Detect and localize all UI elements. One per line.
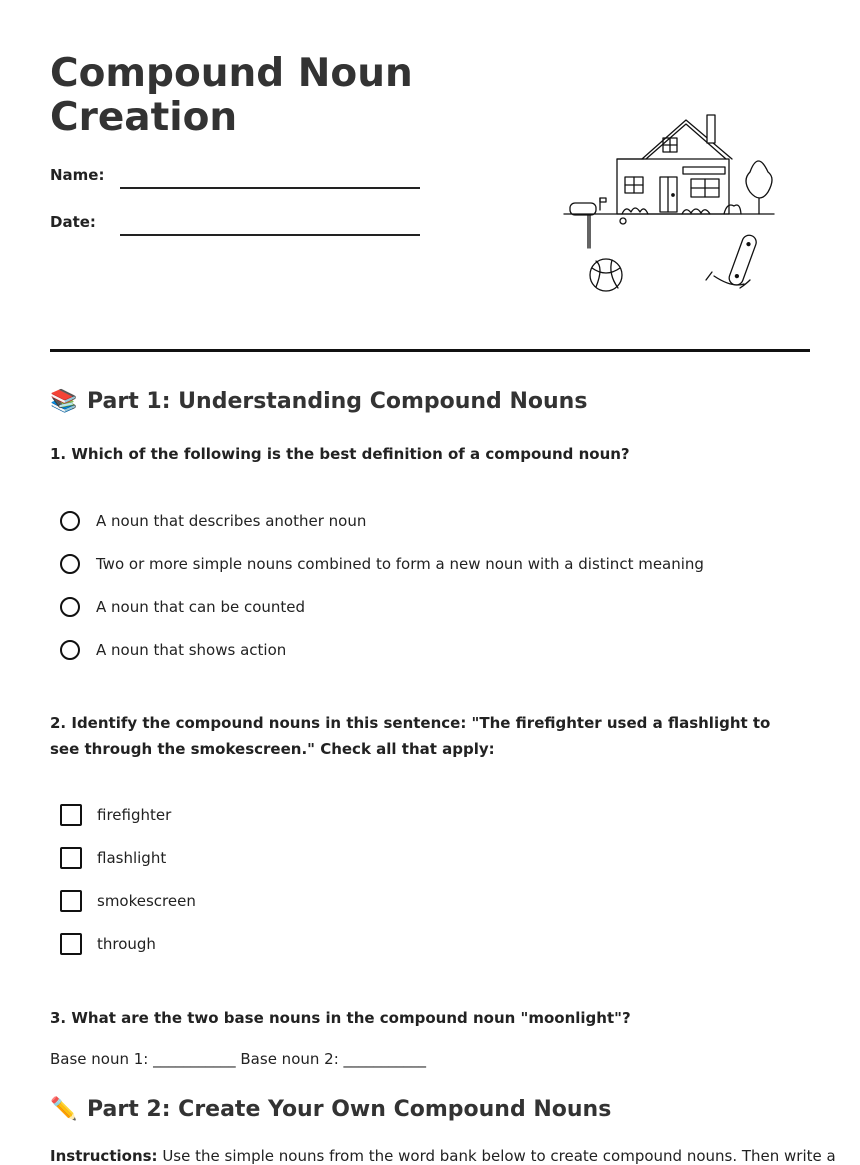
option-label: A noun that shows action (96, 641, 287, 659)
base-noun-answer-line[interactable]: Base noun 1: ___________ Base noun 2: ___________ (50, 1050, 427, 1068)
option-label: smokescreen (97, 892, 196, 910)
checkbox[interactable] (60, 847, 82, 869)
title-line-2: Creation (50, 95, 238, 140)
date-line[interactable] (120, 234, 420, 236)
instructions-text: Use the simple nouns from the word bank below to create compound nouns. Then write a (157, 1147, 836, 1165)
q1-option-2[interactable] (60, 554, 704, 574)
house-illustration (562, 112, 782, 298)
date-label: Date: (50, 213, 96, 231)
mailbox-icon (570, 203, 596, 215)
header-divider (50, 349, 810, 352)
name-label: Name: (50, 166, 105, 184)
question-1: 1. Which of the following is the best definition of a compound noun? (50, 445, 630, 463)
option-label: A noun that describes another noun (96, 512, 367, 530)
instructions-label: Instructions: (50, 1147, 158, 1165)
radio-button[interactable] (60, 554, 80, 574)
radio-button[interactable] (60, 640, 80, 660)
option-label: flashlight (97, 849, 167, 867)
radio-button[interactable] (60, 597, 80, 617)
title-line-1: Compound Noun (50, 51, 413, 96)
question-2: 2. Identify the compound nouns in this sentence: "The firefighter used a flashlight to see through the smokescreen." Check all that apply: (50, 714, 771, 758)
part2-heading (50, 1097, 611, 1122)
pencil-icon: ✏️ (50, 1097, 78, 1122)
q2-option-1[interactable] (60, 804, 171, 826)
q2-option-3[interactable] (60, 890, 196, 912)
checkbox[interactable] (60, 890, 82, 912)
name-field (50, 166, 104, 184)
tree-icon (746, 161, 772, 198)
q1-option-1[interactable] (60, 511, 366, 531)
checkbox[interactable] (60, 804, 82, 826)
option-label: A noun that can be counted (96, 598, 306, 616)
date-field (50, 213, 96, 231)
worksheet-title (50, 52, 450, 140)
q1-option-4[interactable] (60, 640, 286, 660)
name-line[interactable] (120, 187, 420, 189)
option-label: through (97, 935, 156, 953)
question-3: 3. What are the two base nouns in the compound noun "moonlight"? (50, 1009, 631, 1027)
part1-heading-text: Part 1: Understanding Compound Nouns (87, 389, 588, 414)
radio-button[interactable] (60, 511, 80, 531)
part1-heading (50, 389, 587, 414)
part2-instructions (50, 1147, 836, 1165)
option-label: Two or more simple nouns combined to form a new noun with a distinct meaning (96, 555, 704, 573)
q2-option-2[interactable] (60, 847, 166, 869)
part2-heading-text: Part 2: Create Your Own Compound Nouns (87, 1097, 612, 1122)
q1-option-3[interactable] (60, 597, 305, 617)
q2-option-4[interactable] (60, 933, 156, 955)
skateboard-icon (727, 233, 758, 287)
checkbox[interactable] (60, 933, 82, 955)
books-icon: 📚 (50, 389, 78, 414)
option-label: firefighter (97, 806, 172, 824)
